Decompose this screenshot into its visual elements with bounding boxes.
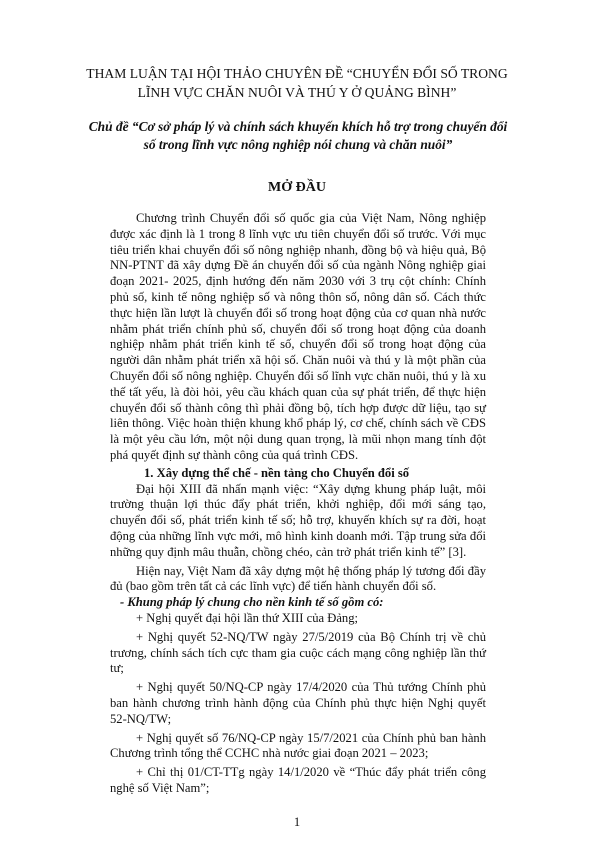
title-line-1: THAM LUẬN TẠI HỘI THẢO CHUYÊN ĐỀ “CHUYỂN ĐỔI SỐ TRONG bbox=[86, 66, 508, 81]
intro-paragraph: Chương trình Chuyển đổi số quốc gia của Việt Nam, Nông nghiệp được xác định là 1 trong 8 lĩnh vực ưu tiên chuyển đổi số trước. Với mục tiêu triển khai chuyển đổi số nông nghiệp nhanh, đồng bộ và hiệu quả, Bộ NN-PTNT đã xây dựng Đề án chuyển đổi số của ngành Nông nghiệp giai đoạn 2021- 2025, định hướng đến năm 2030 với 3 trụ cột chính: Chính phủ số, kinh tế nông nghiệp số và nông thôn số, nông dân số. Cách thức thực hiện lần lượt là chuyển đổi số trong hoạt động của cơ quan nhà nước nhằm phát triển chính phủ số, chuyển đổi số trong hoạt động của doanh nghiệp nhằm phát triển kinh tế số, chuyển đổi số trong hoạt động của người dân nhằm phát triển xã hội số. Chăn nuôi và thú y là một phần của Chuyển đổi số nông nghiệp. Chuyển đổi số lĩnh vực chăn nuôi, thú y là xu thế tất yếu, là đòi hỏi, yêu cầu khách quan của sự phát triển, để thực hiện chuyển đổi số thành công thì phải đồng bộ, tích hợp được dữ liệu, tạo sự liên thông. Việc hoàn thiện khung khổ pháp lý, cơ chế, chính sách về CĐS là một yêu cầu lớn, một nội dung quan trọng, là mũi nhọn mang tính đột phá quyết định sự thành công của quá trình CĐS. bbox=[110, 211, 486, 462]
heading-institution-building: 1. Xây dựng thể chế - nền tảng cho Chuyển đổi số bbox=[144, 465, 410, 480]
title-line-2: LĨNH VỰC CHĂN NUÔI VÀ THÚ Y Ở QUẢNG BÌNH” bbox=[137, 85, 457, 100]
list-item: + Nghị quyết số 76/NQ-CP ngày 15/7/2021 của Chính phủ ban hành Chương trình tổng thể CCHC nhà nước giai đoạn 2021 – 2023; bbox=[110, 730, 486, 761]
list-item: + Nghị quyết đại hội lần thứ XIII của Đảng; bbox=[136, 610, 359, 625]
list-item: + Nghị quyết 50/NQ-CP ngày 17/4/2020 của Thủ tướng Chính phủ ban hành chương trình hành động của Chính phủ thực hiện Nghị quyết 52-NQ/TW; bbox=[110, 680, 486, 726]
paragraph-legal-system: Hiện nay, Việt Nam đã xây dựng một hệ thống pháp lý tương đối đầy đủ (bao gồm trên tất cả các lĩnh vực) để tiến hành chuyển đổi số. bbox=[110, 563, 486, 594]
document-title bbox=[60, 64, 534, 102]
document-body bbox=[110, 211, 486, 797]
heading-legal-framework: - Khung pháp lý chung cho nền kinh tế số gồm có: bbox=[120, 595, 384, 610]
page-number: 1 bbox=[293, 815, 301, 829]
subject-line-1: Chủ đề “Cơ sở pháp lý và chính sách khuyến khích hỗ trợ trong chuyển đổi bbox=[88, 119, 508, 134]
section-heading-intro: MỞ ĐẦU bbox=[268, 180, 326, 195]
paragraph-congress-xiii: Đại hội XIII đã nhấn mạnh việc: “Xây dựng khung pháp luật, môi trường thuận lợi thúc đẩy phát triển, khởi nghiệp, đổi mới sáng tạo, chuyển đổi số, phát triển kinh tế số; hỗ trợ, khuyến khích sự ra đời, hoạt động của những lĩnh vực mới, mô hình kinh doanh mới. Tập trung sửa đổi những quy định mâu thuẫn, chồng chéo, cản trở phát triển kinh tế” [3]. bbox=[110, 481, 486, 559]
subject-line-2: số trong lĩnh vực nông nghiệp nói chung và chăn nuôi” bbox=[143, 137, 453, 152]
list-item: + Nghị quyết 52-NQ/TW ngày 27/5/2019 của Bộ Chính trị về chủ trương, chính sách tích cực tham gia cuộc cách mạng công nghiệp lần thứ tư; bbox=[110, 629, 486, 676]
document-subject bbox=[86, 118, 510, 154]
list-item: + Chỉ thị 01/CT-TTg ngày 14/1/2020 về “Thúc đẩy phát triển công nghệ số Việt Nam”; bbox=[110, 765, 486, 795]
